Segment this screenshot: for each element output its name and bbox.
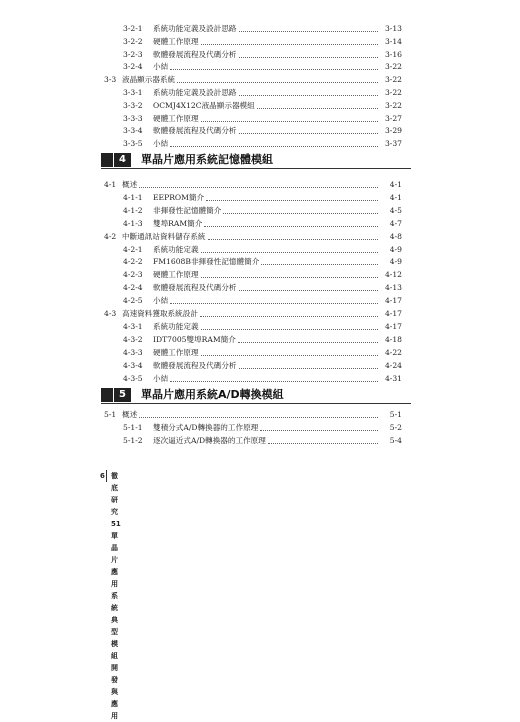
toc-entry-title: OCMJ4X12C液晶顯示器模組 <box>153 100 255 110</box>
chapter-rule <box>101 168 411 169</box>
toc-entry <box>123 204 402 216</box>
toc-leader-dots <box>260 430 378 431</box>
toc-entry-number: 3-3-5 <box>123 139 143 149</box>
toc-entry-title: 軟體發展流程及代碼分析 <box>153 126 237 136</box>
toc-leader-dots <box>223 213 378 214</box>
toc-entry <box>104 408 402 420</box>
toc-entry <box>123 372 402 384</box>
toc-entry <box>123 137 402 149</box>
toc-entry <box>123 359 402 371</box>
toc-entry <box>123 281 402 293</box>
toc-leader-dots <box>239 57 378 58</box>
toc-entry-number: 5-1 <box>104 410 117 419</box>
toc-entry-number: 4-3-3 <box>123 347 143 357</box>
toc-leader-dots <box>208 239 378 240</box>
toc-leader-dots <box>200 316 378 317</box>
toc-entry-page: 4-12 <box>384 270 402 280</box>
toc-entry-title: EEPROM簡介 <box>153 192 205 202</box>
toc-entry-number: 4-3-1 <box>123 321 143 331</box>
toc-entry-number: 5-1-1 <box>123 422 143 432</box>
toc-entry-page: 4-22 <box>384 347 402 357</box>
toc-leader-dots <box>239 95 378 96</box>
chapter-title: 單晶片應用系統A/D轉換模組 <box>141 388 284 401</box>
toc-entry-number: 3-3-3 <box>123 113 143 123</box>
toc-entry-title: 硬體工作原理 <box>153 270 199 280</box>
toc-entry <box>123 60 402 72</box>
toc-entry-page: 4-13 <box>384 283 402 293</box>
toc-leader-dots <box>170 69 378 70</box>
toc-leader-dots <box>201 44 378 45</box>
toc-entry <box>123 268 402 280</box>
toc-entry-page: 5-1 <box>389 410 402 419</box>
toc-entry-number: 4-2-2 <box>123 257 143 267</box>
toc-entry-number: 4-3 <box>104 309 117 318</box>
toc-entry-title: 小結 <box>153 139 169 149</box>
toc-entry-title: 系統功能定義 <box>153 321 199 331</box>
toc-entry-number: 3-2-1 <box>123 24 143 33</box>
toc-entry-number: 3-3-1 <box>123 88 143 97</box>
toc-leader-dots <box>238 342 378 343</box>
toc-entry <box>123 333 402 345</box>
toc-leader-dots <box>201 355 378 356</box>
toc-leader-dots <box>268 443 378 444</box>
toc-entry <box>123 22 402 34</box>
toc-entry-page: 5-4 <box>389 435 402 445</box>
toc-entry <box>123 48 402 60</box>
toc-entry <box>123 434 402 446</box>
toc-entry-title: 系統功能定義及設計思路 <box>153 24 237 33</box>
toc-entry <box>123 346 402 358</box>
toc-leader-dots <box>239 290 378 291</box>
toc-entry <box>123 112 402 124</box>
toc-leader-dots <box>177 82 378 83</box>
toc-leader-dots <box>261 264 378 265</box>
toc-entry-title: 高速資料獲取系統設計 <box>122 309 198 318</box>
toc-entry-page: 4-8 <box>389 231 402 241</box>
toc-entry-title: 液晶顯示器系統 <box>122 75 176 85</box>
toc-entry-title: 硬體工作原理 <box>153 113 199 123</box>
footer-page-number: 6 <box>100 472 105 480</box>
footer-book-title: 徹底研究51單晶片應用系統典型模組開發與應用 <box>111 472 121 720</box>
toc-leader-dots <box>204 226 378 227</box>
toc-entry <box>123 99 402 111</box>
toc-entry-page: 4-5 <box>389 205 402 215</box>
toc-entry-title: 小結 <box>153 296 169 306</box>
toc-entry-title: 系統功能定義 <box>153 244 199 254</box>
toc-entry-number: 3-2-4 <box>123 62 143 72</box>
toc-entry <box>104 73 402 85</box>
toc-entry-title: 逐次逼近式A/D轉換器的工作原理 <box>153 435 266 445</box>
toc-entry-page: 3-29 <box>384 126 402 136</box>
footer-divider <box>106 470 107 482</box>
toc-entry-title: FM1608B非揮發性記憶體簡介 <box>153 257 260 267</box>
toc-entry-page: 4-24 <box>384 360 402 370</box>
toc-entry-title: 非揮發性記憶體簡介 <box>153 205 222 215</box>
toc-entry-number: 3-2-2 <box>123 36 143 46</box>
toc-leader-dots <box>201 121 378 122</box>
toc-entry-title: IDT7005雙埠RAM簡介 <box>153 334 236 344</box>
toc-entry <box>123 294 402 306</box>
toc-entry <box>123 421 402 433</box>
toc-leader-dots <box>170 381 378 382</box>
toc-entry-page: 3-14 <box>384 36 402 46</box>
toc-entry-page: 4-1 <box>389 180 402 189</box>
toc-entry-page: 3-22 <box>384 88 402 97</box>
toc-entry-page: 4-9 <box>389 244 402 254</box>
toc-leader-dots <box>170 146 378 147</box>
toc-entry-number: 5-1-2 <box>123 435 143 445</box>
toc-leader-dots <box>257 108 378 109</box>
toc-entry-title: 概述 <box>122 410 138 419</box>
toc-entry-title: 雙積分式A/D轉換器的工作原理 <box>153 422 259 432</box>
toc-entry <box>123 124 402 136</box>
toc-entry <box>104 307 402 319</box>
toc-entry-page: 4-31 <box>384 373 402 383</box>
toc-entry-number: 3-2-3 <box>123 49 143 59</box>
toc-entry-number: 3-3-2 <box>123 100 143 110</box>
toc-entry-number: 4-1-2 <box>123 205 143 215</box>
toc-entry <box>123 243 402 255</box>
toc-entry-number: 4-2-5 <box>123 296 143 306</box>
toc-entry-title: 硬體工作原理 <box>153 36 199 46</box>
toc-entry-page: 3-27 <box>384 113 402 123</box>
toc-entry-number: 4-2-1 <box>123 244 143 254</box>
toc-entry-page: 5-2 <box>389 422 402 432</box>
toc-entry-page: 4-9 <box>389 257 402 267</box>
toc-entry-number: 4-1-3 <box>123 218 143 228</box>
toc-entry-page: 3-37 <box>384 139 402 149</box>
toc-entry <box>123 320 402 332</box>
toc-entry-title: 中斷通訊站資料儲存系統 <box>122 231 206 241</box>
toc-entry-number: 4-3-4 <box>123 360 143 370</box>
chapter-marker <box>101 388 113 402</box>
toc-entry-number: 4-2 <box>104 231 117 241</box>
toc-entry-page: 4-18 <box>384 334 402 344</box>
toc-entry <box>123 191 402 203</box>
toc-entry-number: 4-2-3 <box>123 270 143 280</box>
toc-leader-dots <box>139 417 378 418</box>
chapter-4-header <box>101 153 411 167</box>
toc-leader-dots <box>201 252 378 253</box>
toc-entry <box>123 217 402 229</box>
toc-entry-page: 3-22 <box>384 75 402 85</box>
chapter-title: 單晶片應用系統記憶體模組 <box>141 153 273 166</box>
toc-leader-dots <box>206 200 378 201</box>
toc-leader-dots <box>201 277 378 278</box>
toc-entry-page: 3-13 <box>384 24 402 33</box>
toc-entry-page: 4-17 <box>384 309 402 318</box>
toc-leader-dots <box>239 31 378 32</box>
toc-entry <box>123 35 402 47</box>
toc-entry-page: 4-17 <box>384 321 402 331</box>
toc-entry-number: 4-3-5 <box>123 373 143 383</box>
toc-entry-page: 3-22 <box>384 62 402 72</box>
toc-entry-number: 4-3-2 <box>123 334 143 344</box>
toc-entry <box>123 255 402 267</box>
toc-entry-title: 軟體發展流程及代碼分析 <box>153 49 237 59</box>
toc-entry-title: 軟體發展流程及代碼分析 <box>153 283 237 293</box>
toc-entry-number: 3-3 <box>104 75 117 85</box>
toc-entry-title: 硬體工作原理 <box>153 347 199 357</box>
chapter-number: 4 <box>114 153 131 167</box>
toc-entry-page: 3-22 <box>384 100 402 110</box>
chapter-5-header <box>101 388 411 402</box>
chapter-marker <box>101 153 113 167</box>
toc-entry-number: 4-1 <box>104 180 117 189</box>
toc-leader-dots <box>239 133 378 134</box>
toc-entry-title: 軟體發展流程及代碼分析 <box>153 360 237 370</box>
toc-entry-title: 小結 <box>153 373 169 383</box>
chapter-number: 5 <box>114 388 131 402</box>
toc-leader-dots <box>170 303 378 304</box>
toc-leader-dots <box>201 329 378 330</box>
chapter-rule <box>101 403 411 404</box>
toc-entry-page: 4-17 <box>384 296 402 306</box>
toc-entry <box>104 178 402 190</box>
toc-entry <box>123 86 402 98</box>
toc-leader-dots <box>139 187 378 188</box>
toc-entry <box>104 230 402 242</box>
toc-entry-number: 4-2-4 <box>123 283 143 293</box>
toc-entry-number: 4-1-1 <box>123 192 143 202</box>
toc-entry-title: 小結 <box>153 62 169 72</box>
toc-entry-page: 4-1 <box>389 192 402 202</box>
toc-leader-dots <box>239 368 378 369</box>
toc-entry-title: 概述 <box>122 180 138 189</box>
toc-entry-title: 系統功能定義及設計思路 <box>153 88 237 97</box>
toc-entry-page: 4-7 <box>389 218 402 228</box>
toc-entry-page: 3-16 <box>384 49 402 59</box>
toc-entry-number: 3-3-4 <box>123 126 143 136</box>
toc-entry-title: 雙埠RAM簡介 <box>153 218 203 228</box>
